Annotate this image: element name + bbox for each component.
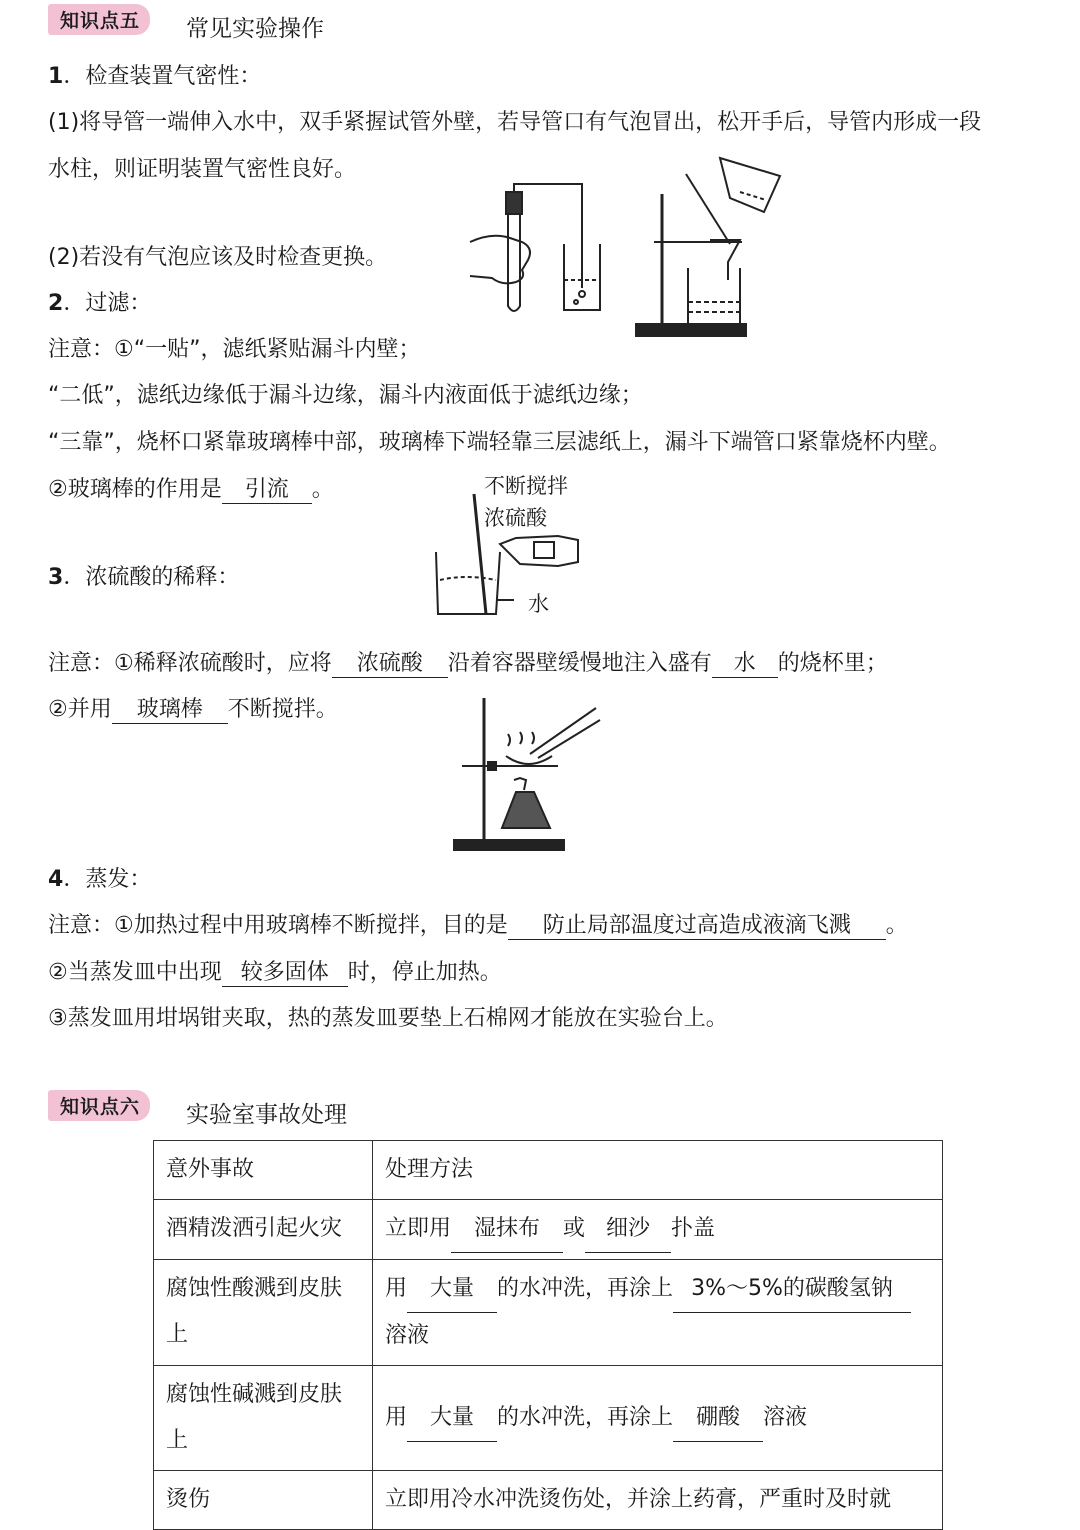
note-line: ③蒸发皿用坩埚钳夹取，热的蒸发皿要垫上石棉网才能放在实验台上。 [48,1006,728,1031]
item-number: 1 [48,64,64,89]
item-4-heading [48,862,151,893]
section-badge: 知识点六 [48,1090,150,1121]
text: 的烧杯里； [777,651,888,676]
item-title: ．浓硫酸的稀释： [63,565,240,590]
paragraph: (2)若没有气泡应该及时检查更换。 [48,245,388,270]
text: 不断搅拌。 [227,697,338,722]
note-line: “三靠”，烧杯口紧靠玻璃棒中部，玻璃棒下端轻靠三层滤纸上，漏斗下端管口紧靠烧杯内壁。 [48,430,951,455]
paragraph: (1)将导管一端伸入水中，双手紧握试管外壁，若导管口有气泡冒出，松开手后，导管内形成一段 [48,110,982,135]
answer-blank: 防止局部温度过高造成液滴飞溅 [508,908,886,940]
evaporation-figure [448,694,608,854]
item-title: ．蒸发： [63,867,152,892]
answer-blank: 浓硫酸 [332,646,448,678]
text: 时，停止加热。 [347,960,502,985]
text: 沿着容器壁缓慢地注入盛有 [447,651,712,676]
item-number: 3 [48,565,64,590]
note-line: “二低”，滤纸边缘低于漏斗边缘，漏斗内液面低于滤纸边缘； [48,383,643,408]
answer-blank: 细沙 [585,1206,671,1253]
answer-blank: 较多固体 [222,955,348,987]
note-line [48,955,502,987]
note-line [48,692,338,724]
item-3-heading [48,560,239,591]
table-row [154,1200,943,1260]
figure-label: 水 [528,592,549,616]
text: ②当蒸发皿中出现 [48,960,222,985]
answer-blank: 大量 [407,1266,497,1313]
accident-cell: 腐蚀性碱溅到皮肤上 [154,1366,373,1471]
answer-blank: 玻璃棒 [112,692,228,724]
text: 的水冲洗，再涂上 [497,1404,674,1430]
answer-blank: 硼酸 [673,1395,763,1442]
accident-cell: 烫伤 [154,1471,373,1530]
answer-blank: 大量 [407,1395,497,1442]
section-badge: 知识点五 [48,4,150,35]
item-number: 2 [48,291,64,316]
text: 溶液 [385,1323,430,1348]
method-cell [373,1366,943,1471]
note-line [48,472,334,504]
figure-label: 浓硫酸 [484,506,547,530]
answer-blank: 湿抹布 [451,1206,563,1253]
answer-blank: 3%～5%的碳酸氢钠 [673,1266,911,1313]
filtration-figure [632,152,792,342]
method-cell [373,1200,943,1260]
answer-blank: 水 [712,646,778,678]
note-line [48,646,888,678]
note-line [48,908,908,940]
text: 。 [885,913,908,938]
table-row [154,1471,943,1530]
accident-cell: 酒精泼洒引起火灾 [154,1200,373,1260]
item-1-heading [48,59,261,90]
item-title: ．检查装置气密性： [63,64,262,89]
item-title: ．过滤： [63,291,152,316]
note-line: 注意：①“一贴”，滤纸紧贴漏斗内壁； [48,337,421,362]
text: ②并用 [48,697,112,722]
table-header-row [154,1141,943,1200]
text: 或 [563,1216,586,1241]
figure-label: 不断搅拌 [484,474,568,498]
method-cell [373,1260,943,1366]
paragraph: 水柱，则证明装置气密性良好。 [48,157,357,182]
text: 立即用 [385,1216,452,1241]
text: 的水冲洗，再涂上 [497,1276,674,1301]
answer-blank: 引流 [222,472,312,504]
method-cell: 立即用冷水冲洗烫伤处，并涂上药膏，严重时及时就 [373,1471,943,1530]
accident-table [153,1140,943,1530]
text: 用 [385,1276,408,1301]
table-row [154,1366,943,1471]
text: 注意：①稀释浓硫酸时，应将 [48,651,332,676]
section-title: 实验室事故处理 [186,1102,347,1128]
table-row [154,1260,943,1366]
table-header-cell: 处理方法 [373,1141,943,1200]
airtightness-figure [462,178,622,318]
item-2-heading [48,286,151,317]
item-number: 4 [48,867,64,892]
table-header-cell: 意外事故 [154,1141,373,1200]
text: ②玻璃棒的作用是 [48,477,222,502]
accident-cell: 腐蚀性酸溅到皮肤上 [154,1260,373,1366]
text: 溶液 [763,1404,808,1430]
text: 扑盖 [671,1216,716,1241]
section-title: 常见实验操作 [186,16,324,42]
text: 。 [311,477,334,502]
text: 注意：①加热过程中用玻璃棒不断搅拌，目的是 [48,913,508,938]
text: 用 [385,1404,408,1430]
